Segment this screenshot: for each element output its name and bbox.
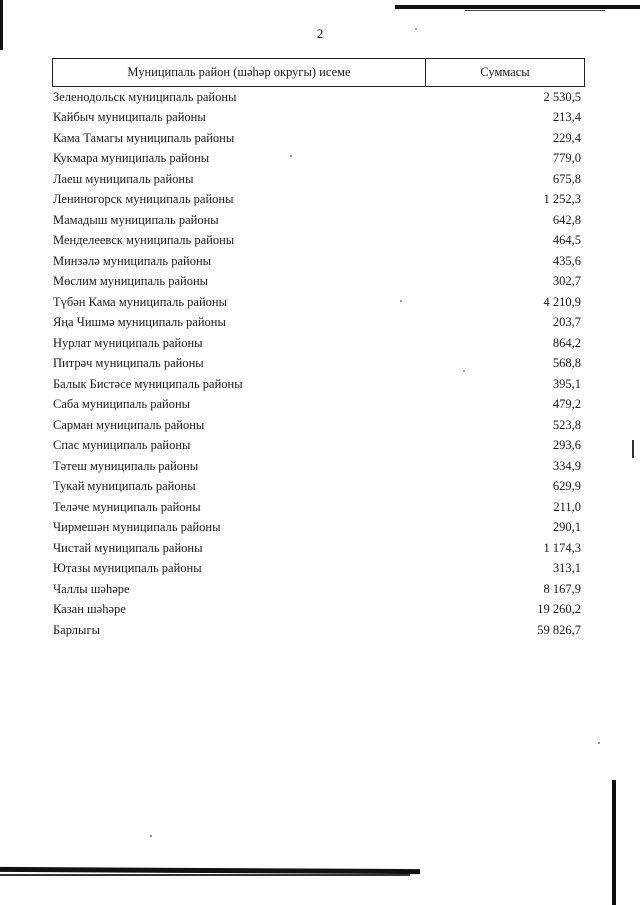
row-value: 8 167,9: [543, 581, 581, 596]
table-row: [53, 374, 581, 395]
table-row: [53, 313, 581, 334]
column-header-name: Муниципаль район (шәһәр округы) исеме: [53, 59, 426, 86]
table-row: [53, 87, 581, 108]
table-row: [53, 108, 581, 129]
row-name: Спас муниципаль районы: [53, 438, 191, 453]
row-value: 229,4: [552, 130, 581, 145]
table-row: [53, 190, 581, 211]
table-body: [53, 87, 581, 641]
row-value: 4 210,9: [543, 294, 581, 309]
row-value: 1 252,3: [543, 192, 581, 207]
table-row: [53, 354, 581, 375]
row-name: Сарман муниципаль районы: [53, 417, 205, 432]
scan-edge-right: [612, 780, 616, 905]
row-name: Барлыгы: [53, 622, 100, 637]
table-row: [53, 497, 581, 518]
row-value: 864,2: [552, 335, 581, 350]
row-value: 568,8: [552, 356, 581, 371]
row-name: Балык Бистәсе муниципаль районы: [53, 376, 243, 391]
row-value: 313,1: [552, 561, 581, 576]
table-row: [53, 210, 581, 231]
table-row: [53, 518, 581, 539]
table-row: [53, 456, 581, 477]
row-value: 1 174,3: [543, 540, 581, 555]
scan-speck: [150, 835, 152, 837]
table-row: [53, 436, 581, 457]
row-value: 642,8: [552, 212, 581, 227]
table-row: [53, 272, 581, 293]
row-name: Яңа Чишмә муниципаль районы: [53, 315, 226, 330]
table-row: [53, 231, 581, 252]
scan-border-top-thin: [465, 10, 605, 11]
row-name: Менделеевск муниципаль районы: [53, 233, 235, 248]
row-name: Зеленодольск муниципаль районы: [53, 89, 237, 104]
row-name: Питрәч муниципаль районы: [53, 356, 204, 371]
row-name: Кама Тамагы муниципаль районы: [53, 130, 235, 145]
row-value: 211,0: [553, 499, 581, 514]
table-row: [53, 620, 581, 641]
row-value: 293,6: [552, 438, 581, 453]
row-name: Мөслим муниципаль районы: [53, 274, 209, 289]
scan-border-top: [395, 5, 640, 9]
row-value: 395,1: [552, 376, 581, 391]
row-name: Тукай муниципаль районы: [53, 479, 196, 494]
table-row: [53, 415, 581, 436]
table-row: [53, 395, 581, 416]
row-name: Чаллы шәһәре: [53, 581, 130, 596]
row-value: 523,8: [552, 417, 581, 432]
row-value: 203,7: [552, 315, 581, 330]
row-value: 435,6: [552, 253, 581, 268]
table-row: [53, 251, 581, 272]
row-name: Кайбыч муниципаль районы: [53, 110, 206, 125]
row-name: Саба муниципаль районы: [53, 397, 191, 412]
table-row: [53, 128, 581, 149]
scan-edge-left: [0, 0, 3, 50]
row-value: 59 826,7: [537, 622, 581, 637]
row-value: 675,8: [552, 171, 581, 186]
table-row: [53, 579, 581, 600]
scan-border-bottom-thin: [0, 874, 410, 876]
row-value: 464,5: [552, 233, 581, 248]
row-name: Казан шәһәре: [53, 602, 126, 617]
row-value: 479,2: [552, 397, 581, 412]
row-name: Нурлат муниципаль районы: [53, 335, 203, 350]
row-value: 19 260,2: [537, 602, 581, 617]
row-name: Түбән Кама муниципаль районы: [53, 294, 227, 309]
table-row: [53, 333, 581, 354]
row-name: Мамадыш муниципаль районы: [53, 212, 219, 227]
row-value: 629,9: [552, 479, 581, 494]
scan-edge-mark: [632, 440, 634, 458]
table-row: [53, 292, 581, 313]
table-row: [53, 559, 581, 580]
row-value: 213,4: [552, 110, 581, 125]
table-row: [53, 149, 581, 170]
row-value: 334,9: [552, 458, 581, 473]
row-value: 302,7: [552, 274, 581, 289]
table-row: [53, 477, 581, 498]
row-name: Кукмара муниципаль районы: [53, 151, 210, 166]
row-value: 2 530,5: [543, 89, 581, 104]
row-name: Чистай муниципаль районы: [53, 540, 203, 555]
table-row: [53, 600, 581, 621]
table-row: [53, 538, 581, 559]
row-name: Лениногорск муниципаль районы: [53, 192, 234, 207]
table-row: [53, 169, 581, 190]
row-name: Минзәлә муниципаль районы: [53, 253, 212, 268]
scan-speck: [598, 742, 600, 744]
row-name: Теләче муниципаль районы: [53, 499, 201, 514]
row-name: Чирмешән муниципаль районы: [53, 520, 221, 535]
column-header-sum: Суммасы: [480, 65, 530, 79]
row-name: Тәтеш муниципаль районы: [53, 458, 199, 473]
page-number: 2: [316, 26, 324, 41]
row-value: 779,0: [552, 151, 581, 166]
row-value: 290,1: [552, 520, 581, 535]
row-name: Лаеш муниципаль районы: [53, 171, 194, 186]
row-name: Ютазы муниципаль районы: [53, 561, 202, 576]
table-header: [52, 58, 585, 87]
